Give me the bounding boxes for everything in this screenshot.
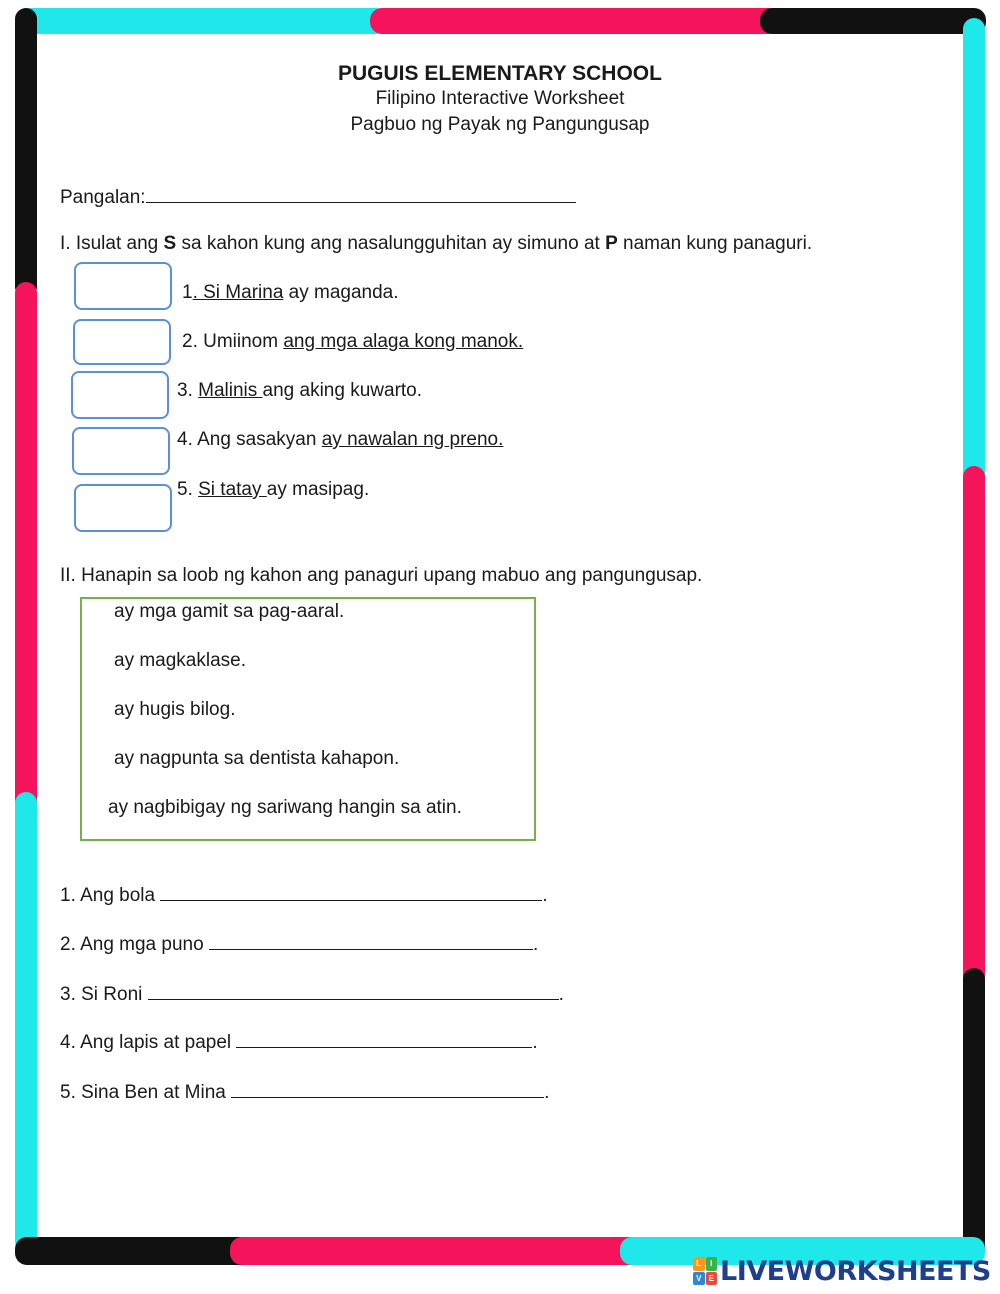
frame-left-black [15, 8, 37, 298]
part1-item-4: 4. Ang sasakyan ay nawalan ng preno. [177, 429, 504, 450]
frame-right-pink [963, 466, 985, 988]
sentence-4-blank[interactable] [236, 1030, 532, 1048]
choice-item-1[interactable]: ay mga gamit sa pag-aaral. [114, 601, 345, 622]
part1-item-3: 3. Malinis ang aking kuwarto. [177, 380, 423, 401]
part1-item-2: 2. Umiinom ang mga alaga kong manok. [182, 331, 524, 352]
part2-instruction: II. Hanapin sa loob ng kahon ang panaguri upang mabuo ang pangungusap. [60, 565, 703, 586]
liveworksheets-cube-icon: L I V E [693, 1257, 717, 1285]
sentence-5: 5. Sina Ben at Mina . [60, 1082, 550, 1103]
sentence-3-blank[interactable] [148, 982, 559, 1000]
sentence-1-blank[interactable] [160, 883, 542, 901]
liveworksheets-logo [693, 1254, 991, 1288]
part1-item-1: 1. Si Marina ay maganda. [182, 282, 399, 303]
choice-item-3[interactable]: ay hugis bilog. [114, 699, 236, 720]
answer-box-1[interactable] [74, 262, 172, 310]
frame-top-pink [370, 8, 780, 34]
sentence-1: 1. Ang bola . [60, 885, 548, 906]
worksheet-subtitle: Filipino Interactive Worksheet [375, 88, 625, 109]
sentence-2-blank[interactable] [209, 932, 533, 950]
lesson-title: Pagbuo ng Payak ng Pangungusap [350, 114, 650, 135]
choice-item-2[interactable]: ay magkaklase. [114, 650, 247, 671]
choice-item-5[interactable]: ay nagbibigay ng sariwang hangin sa atin. [108, 797, 462, 818]
frame-right-black [963, 968, 985, 1258]
frame-left-cyan [15, 792, 37, 1252]
sentence-4: 4. Ang lapis at papel . [60, 1032, 538, 1053]
answer-box-4[interactable] [72, 427, 170, 475]
answer-box-3[interactable] [71, 371, 169, 419]
frame-top-black [760, 8, 986, 34]
choice-item-4[interactable]: ay nagpunta sa dentista kahapon. [114, 748, 400, 769]
name-row [60, 185, 576, 209]
frame-bottom-pink [230, 1237, 650, 1265]
frame-bottom-black [15, 1237, 255, 1265]
letter-p: P [605, 233, 618, 254]
liveworksheets-wordmark: LIVEWORKSHEETS [720, 1255, 991, 1287]
part1-instruction: I. Isulat ang S sa kahon kung ang nasalungguhitan ay simuno at P naman kung panaguri. [60, 233, 813, 254]
school-title: PUGUIS ELEMENTARY SCHOOL [338, 62, 662, 85]
sentence-5-blank[interactable] [231, 1080, 544, 1098]
part1-item-5: 5. Si tatay ay masipag. [177, 479, 370, 500]
name-label: Pangalan: [60, 187, 146, 208]
sentence-3: 3. Si Roni . [60, 984, 564, 1005]
sentence-2: 2. Ang mga puno . [60, 934, 539, 955]
answer-box-2[interactable] [73, 319, 171, 365]
answer-box-5[interactable] [74, 484, 172, 532]
frame-left-pink [15, 282, 37, 812]
name-blank[interactable] [146, 185, 576, 203]
frame-top-cyan [18, 8, 388, 34]
letter-s: S [163, 233, 177, 254]
